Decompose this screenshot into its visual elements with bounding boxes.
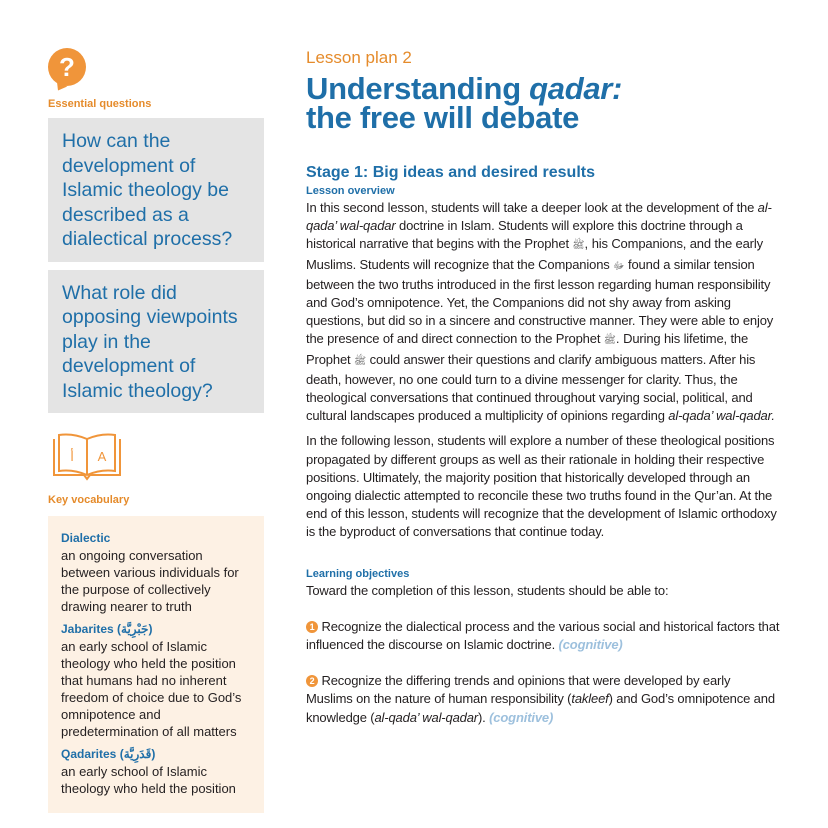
objective-1: 1 Recognize the dialectical process and the various social and historical factors that influenced the discourse on Islamic doctrine. (cognitive) — [306, 618, 780, 653]
vocab-term: Qadarites (قَدَرِيَّة) — [61, 747, 156, 761]
title-line1: Understanding — [306, 71, 530, 106]
vocab-definition: an early school of Islamic theology who held the position that humans had no inherent freedom of choice due to God’s omnipotence and predetermination of all matters — [61, 639, 242, 739]
overview-paragraph-2: In the following lesson, students will explore a number of these theological positions propagated by different groups as well as their rationale in holding their respective positions. Ultimately, the majority position that historically developed through an ongoing dialectic attempted to reconcile these two truths found in the Qur’an. At the end of this lesson, students will recognize that the development of Islamic orthodoxy is the byproduct of conversations that continue today. — [306, 433, 777, 540]
page-title — [306, 71, 780, 135]
vocabulary-box — [48, 516, 264, 813]
key-vocabulary-label: Key vocabulary — [48, 494, 130, 506]
book-arabic-letter: أ — [70, 450, 74, 465]
title-term: qadar: — [529, 71, 623, 106]
main-content — [306, 48, 780, 727]
vocab-definition: an ongoing conversation between various individuals for the purpose of collectively drawing nearer to truth — [61, 548, 239, 614]
sidebar — [48, 48, 264, 813]
honorific-icon: ﷺ — [353, 355, 367, 367]
honorific-icon: ﷺ — [603, 335, 616, 347]
open-book-icon — [50, 431, 264, 488]
lesson-overview-label: Lesson overview — [306, 185, 395, 197]
honorific-icon: ﷻ — [613, 260, 625, 272]
title-line2: the free will debate — [306, 100, 580, 135]
essential-questions-label: Essential questions — [48, 98, 152, 110]
vocab-term: Dialectic — [61, 531, 111, 545]
number-badge-icon: 1 — [306, 621, 318, 633]
essential-question-2: What role did opposing viewpoints play in the development of Islamic theology? — [48, 270, 264, 414]
objectives-intro: Toward the completion of this lesson, students should be able to: — [306, 582, 669, 598]
stage-heading: Stage 1: Big ideas and desired results — [306, 164, 595, 181]
lesson-label: Lesson plan 2 — [306, 48, 412, 67]
learning-objectives-label: Learning objectives — [306, 567, 410, 580]
essential-question-1: How can the development of Islamic theology be described as a dialectical process? — [48, 118, 264, 262]
book-latin-letter: A — [97, 449, 107, 464]
vocab-definition: an early school of Islamic theology who held the position — [61, 764, 236, 796]
overview-paragraph-1: In this second lesson, students will take a deeper look at the development of the al-qada’ wal-qadar doctrine in Islam. Students will explore this doctrine through a historical narrative that begins with the Prophet ﷺ, his Companions, and the early Muslims. Students will recognize that the Companions ﷻ found a similar tension between the two truths introduced in the first lesson regarding human responsibility and God’s omnipotence. Yet, the Companions did not shy away from asking questions, but did so in a sincere and constructive manner. They were able to enjoy the presence of and direct connection to the Prophet ﷺ. During his lifetime, the Prophet ﷺ could answer their questions and clarify ambiguous matters. After his death, however, no one could turn to a divine messenger for clarity. Thus, the theological conversations that continued throughout varying social, political, and cultural landscapes produced a multiplicity of opinions regarding al-qada’ wal-qadar. — [306, 200, 775, 424]
objective-2: 2 Recognize the differing trends and opinions that were developed by early Muslims on the nature of human responsibility (takleef) and God’s omnipotence and knowledge (al-qada’ wal-qadar). (cognitive) — [306, 673, 775, 725]
cognitive-tag: (cognitive) — [489, 709, 554, 725]
question-mark-icon: ? — [48, 48, 86, 86]
honorific-icon: ﷺ — [572, 240, 585, 252]
vocab-term: Jabarites (جَبْرِيَّة) — [61, 622, 153, 636]
cognitive-tag: (cognitive) — [558, 637, 623, 653]
number-badge-icon: 2 — [306, 675, 318, 687]
